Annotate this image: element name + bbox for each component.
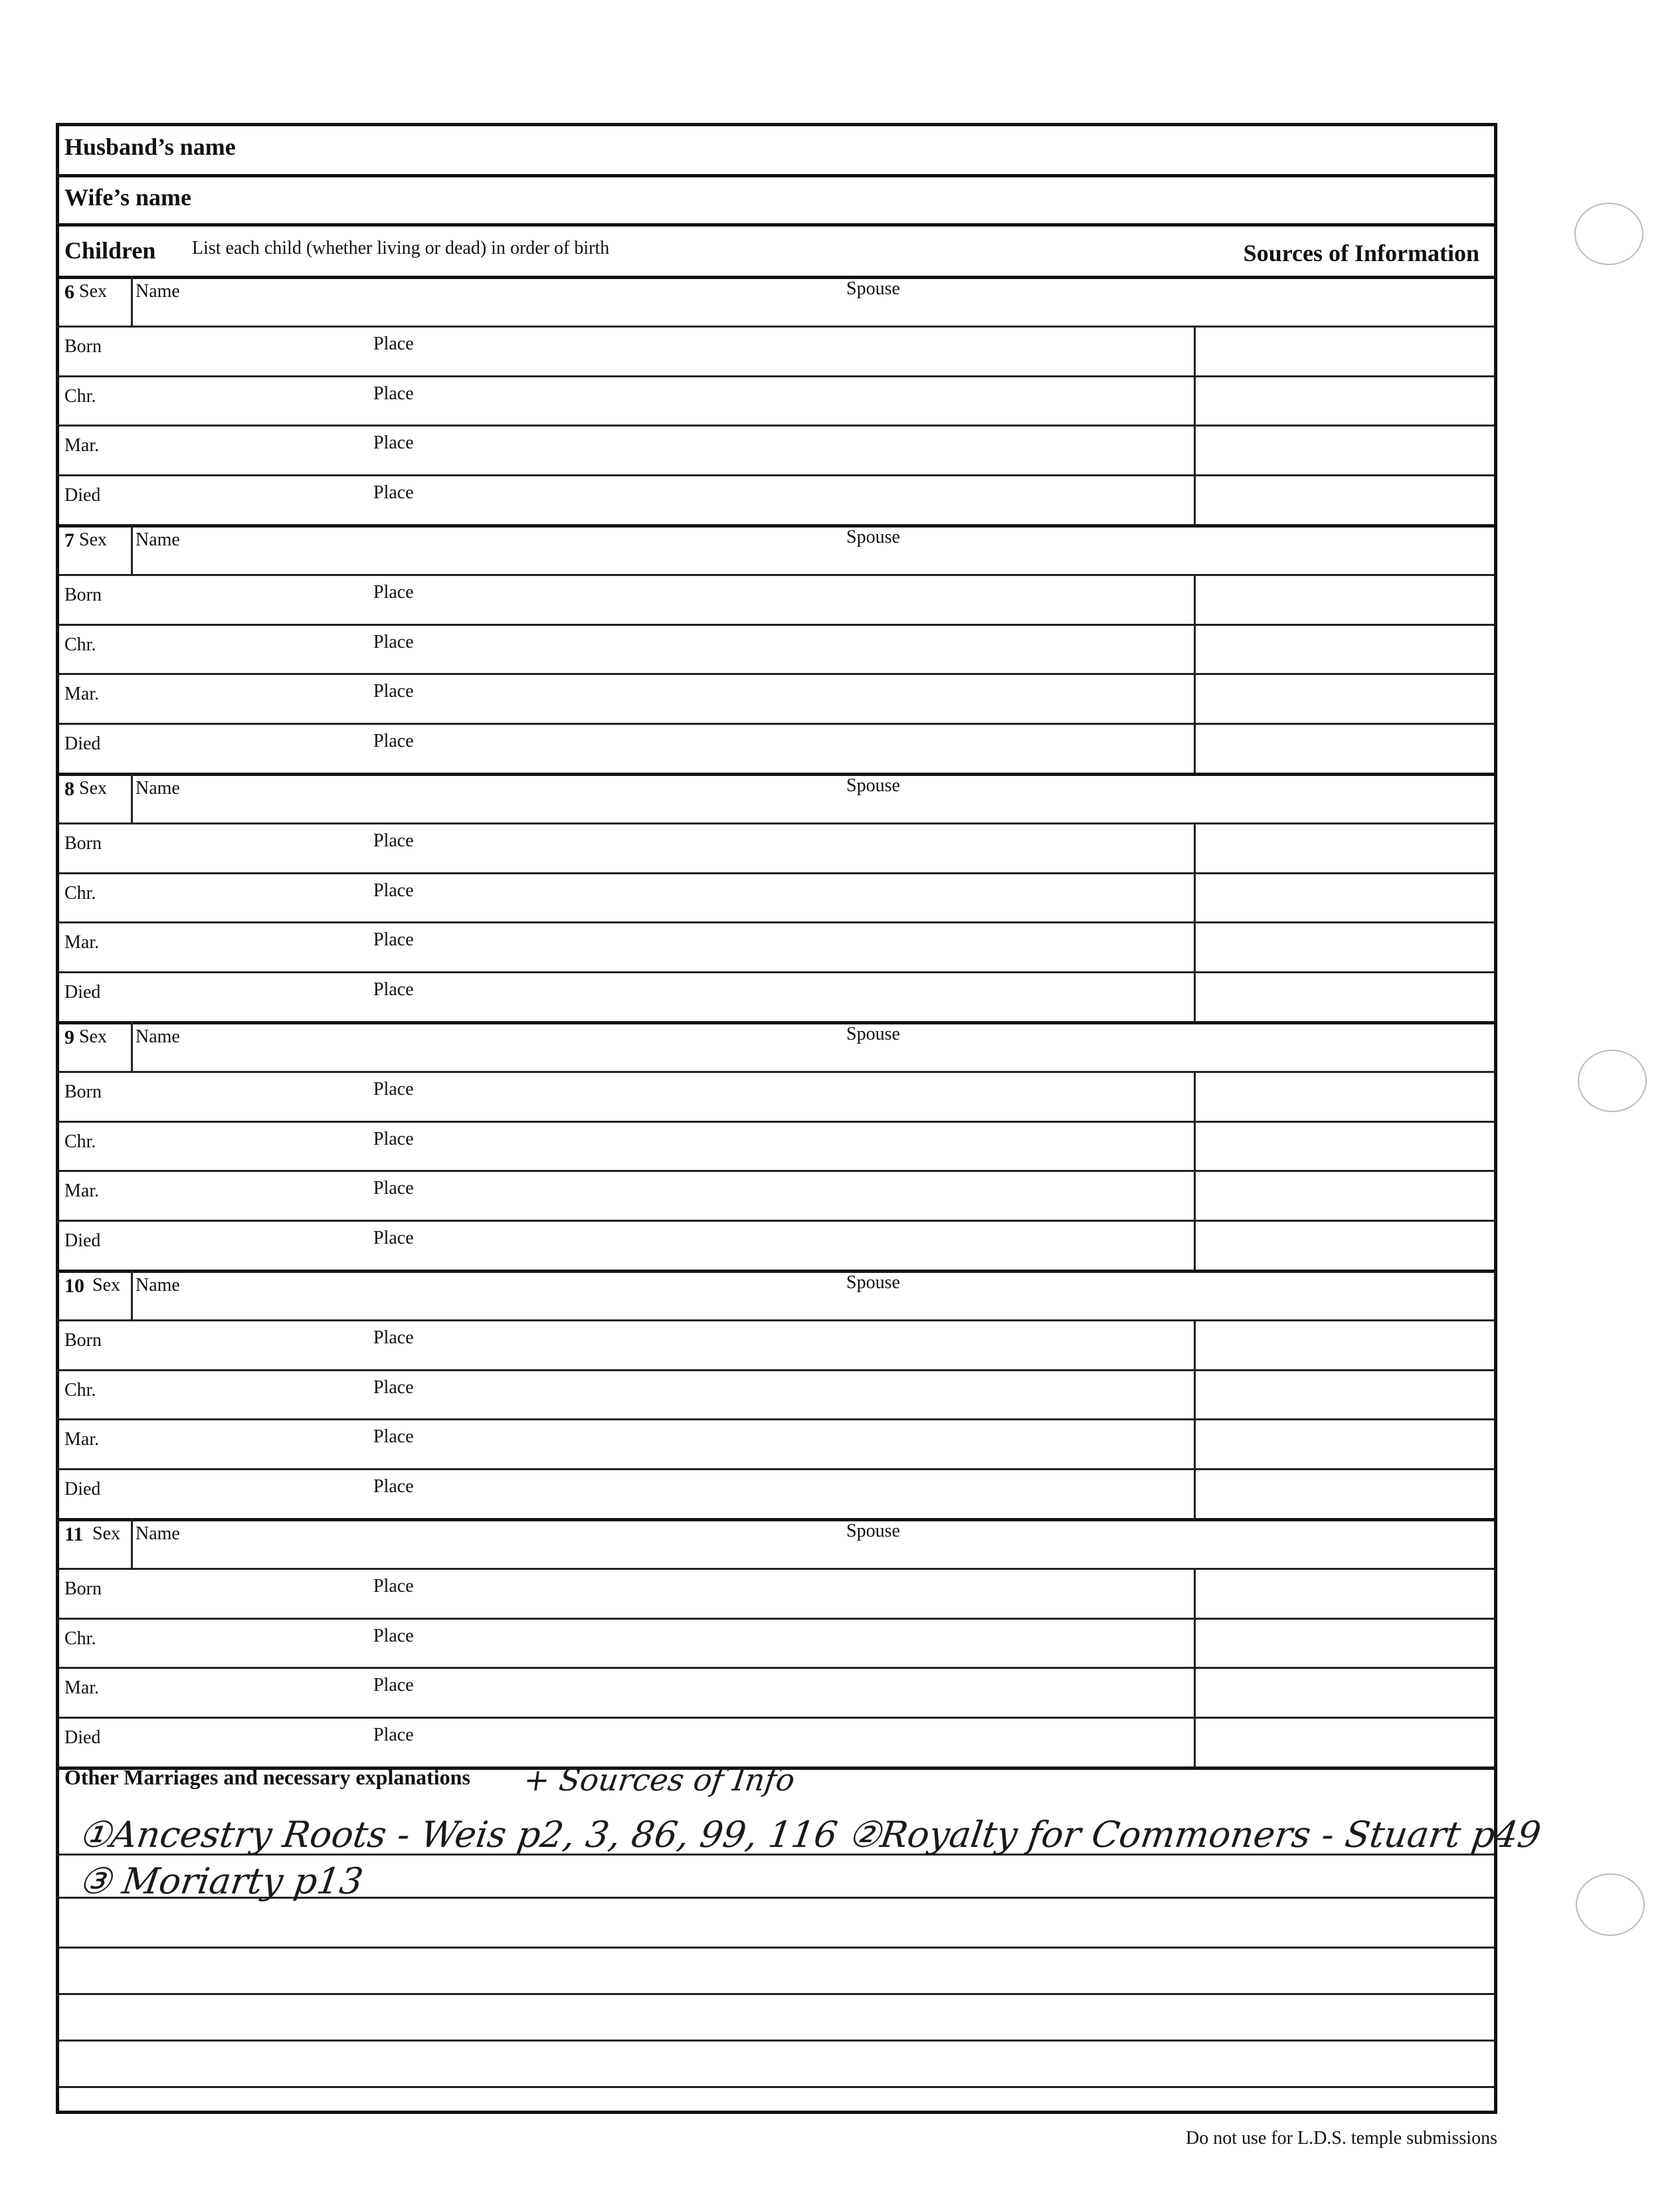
- handwritten-label-addition: + Sources of Info: [521, 1762, 797, 1798]
- place-label: Place: [373, 979, 414, 1001]
- sex-name-divider: [131, 276, 133, 326]
- name-label: Name: [136, 778, 180, 799]
- place-label: Place: [373, 1625, 414, 1646]
- family-group-record-form: [56, 123, 1544, 2114]
- children-label: Children: [64, 237, 156, 264]
- divider: [59, 174, 1494, 177]
- divider: [59, 474, 1494, 476]
- sex-name-divider: [131, 773, 133, 822]
- sex-label: Sex: [92, 1275, 120, 1295]
- name-label: Name: [136, 1026, 180, 1047]
- place-label: Place: [373, 581, 414, 603]
- divider: [59, 1071, 1494, 1073]
- divider: [59, 1369, 1494, 1371]
- sex-name-divider: [131, 524, 133, 574]
- divider: [59, 1568, 1494, 1570]
- born-label: Born: [64, 1329, 102, 1351]
- divider: [59, 1319, 1494, 1321]
- born-label: Born: [64, 1578, 102, 1599]
- sex-label: Sex: [79, 778, 107, 799]
- born-label: Born: [64, 335, 102, 357]
- spouse-label: Spouse: [846, 1521, 900, 1541]
- sex-name-divider: [131, 1021, 133, 1071]
- divider: [59, 921, 1494, 923]
- place-label: Place: [373, 333, 414, 354]
- divider: [59, 1418, 1494, 1420]
- place-label: Place: [373, 1725, 414, 1746]
- place-label: Place: [373, 631, 414, 652]
- place-label: Place: [373, 731, 414, 752]
- chr-label: Chr.: [64, 634, 96, 655]
- chr-label: Chr.: [64, 1628, 96, 1649]
- chr-label: Chr.: [64, 882, 96, 904]
- divider: [59, 1717, 1494, 1719]
- husband-name-label: Husband’s name: [64, 134, 236, 160]
- spouse-label: Spouse: [846, 775, 900, 796]
- sources-of-information-label: Sources of Information: [1243, 240, 1479, 266]
- divider: [59, 375, 1494, 377]
- place-label: Place: [373, 1426, 414, 1448]
- place-label: Place: [373, 880, 414, 901]
- name-label: Name: [136, 1275, 180, 1295]
- divider: [59, 326, 1494, 328]
- divider: [59, 723, 1494, 725]
- child-number: 10: [64, 1275, 84, 1297]
- other-marriages-label: Other Marriages and necessary explanations: [64, 1765, 470, 1789]
- died-label: Died: [64, 485, 101, 506]
- name-label: Name: [136, 529, 180, 550]
- born-label: Born: [64, 832, 102, 854]
- place-label: Place: [373, 1178, 414, 1199]
- place-label: Place: [373, 929, 414, 951]
- handwritten-line-1: ①Ancestry Roots - Weis p2, 3, 86, 99, 116 ②Royalty for Commoners - Stuart p49: [76, 1814, 1544, 1856]
- mar-label: Mar.: [64, 435, 100, 456]
- died-label: Died: [64, 1727, 101, 1749]
- sex-label: Sex: [92, 1523, 120, 1544]
- spouse-label: Spouse: [846, 1272, 900, 1293]
- children-instruction: List each child (whether living or dead) in order of birth: [192, 238, 610, 258]
- sex-label: Sex: [79, 1026, 107, 1047]
- child-record: [59, 524, 1494, 773]
- died-label: Died: [64, 1230, 101, 1252]
- mar-label: Mar.: [64, 1677, 100, 1699]
- mar-label: Mar.: [64, 1429, 100, 1450]
- binder-hole-top: [1574, 203, 1643, 265]
- place-label: Place: [373, 681, 414, 702]
- spouse-label: Spouse: [846, 527, 900, 547]
- sex-label: Sex: [79, 529, 107, 550]
- divider: [59, 1170, 1494, 1172]
- child-record: [59, 1270, 1494, 1518]
- child-number: 9: [64, 1026, 74, 1048]
- binder-hole-bottom: [1576, 1873, 1645, 1936]
- place-label: Place: [373, 482, 414, 504]
- divider: [59, 1993, 1494, 1995]
- divider: [59, 1618, 1494, 1620]
- footer-note: Do not use for L.D.S. temple submissions: [1186, 2128, 1497, 2148]
- place-label: Place: [373, 1377, 414, 1398]
- divider: [59, 223, 1494, 227]
- mar-label: Mar.: [64, 1181, 100, 1202]
- child-record: [59, 276, 1494, 524]
- place-label: Place: [373, 432, 414, 454]
- wife-name-label: Wife’s name: [64, 184, 191, 211]
- chr-label: Chr.: [64, 1131, 96, 1152]
- place-label: Place: [373, 383, 414, 404]
- divider: [59, 1121, 1494, 1123]
- died-label: Died: [64, 982, 101, 1003]
- divider: [59, 1220, 1494, 1222]
- sex-name-divider: [131, 1270, 133, 1319]
- child-record: [59, 1021, 1494, 1270]
- divider: [59, 425, 1494, 427]
- child-number: 8: [64, 778, 74, 800]
- born-label: Born: [64, 584, 102, 605]
- sex-label: Sex: [79, 281, 107, 302]
- child-record: [59, 773, 1494, 1021]
- mar-label: Mar.: [64, 932, 100, 953]
- divider: [59, 624, 1494, 626]
- name-label: Name: [136, 281, 180, 302]
- handwritten-line-2: ③ Moriarty p13: [76, 1860, 366, 1902]
- binder-hole-middle: [1578, 1050, 1647, 1112]
- spouse-label: Spouse: [846, 278, 900, 299]
- child-number: 7: [64, 529, 74, 551]
- chr-label: Chr.: [64, 1379, 96, 1400]
- child-record: [59, 1518, 1494, 1766]
- child-number: 11: [64, 1523, 84, 1545]
- spouse-label: Spouse: [846, 1024, 900, 1044]
- sex-name-divider: [131, 1518, 133, 1568]
- divider: [59, 2086, 1494, 2088]
- divider: [59, 574, 1494, 576]
- divider: [59, 2040, 1494, 2042]
- place-label: Place: [373, 1228, 414, 1249]
- place-label: Place: [373, 830, 414, 851]
- divider: [59, 1667, 1494, 1669]
- place-label: Place: [373, 1327, 414, 1348]
- place-label: Place: [373, 1128, 414, 1149]
- died-label: Died: [64, 1479, 101, 1500]
- died-label: Died: [64, 733, 101, 755]
- divider: [59, 822, 1494, 824]
- divider: [59, 1468, 1494, 1470]
- child-number: 6: [64, 281, 74, 303]
- place-label: Place: [373, 1078, 414, 1099]
- divider: [59, 673, 1494, 675]
- place-label: Place: [373, 1675, 414, 1696]
- mar-label: Mar.: [64, 684, 100, 705]
- divider: [59, 971, 1494, 973]
- chr-label: Chr.: [64, 385, 96, 407]
- divider: [59, 1947, 1494, 1949]
- divider: [59, 872, 1494, 874]
- place-label: Place: [373, 1476, 414, 1497]
- name-label: Name: [136, 1523, 180, 1544]
- place-label: Place: [373, 1575, 414, 1596]
- born-label: Born: [64, 1081, 102, 1102]
